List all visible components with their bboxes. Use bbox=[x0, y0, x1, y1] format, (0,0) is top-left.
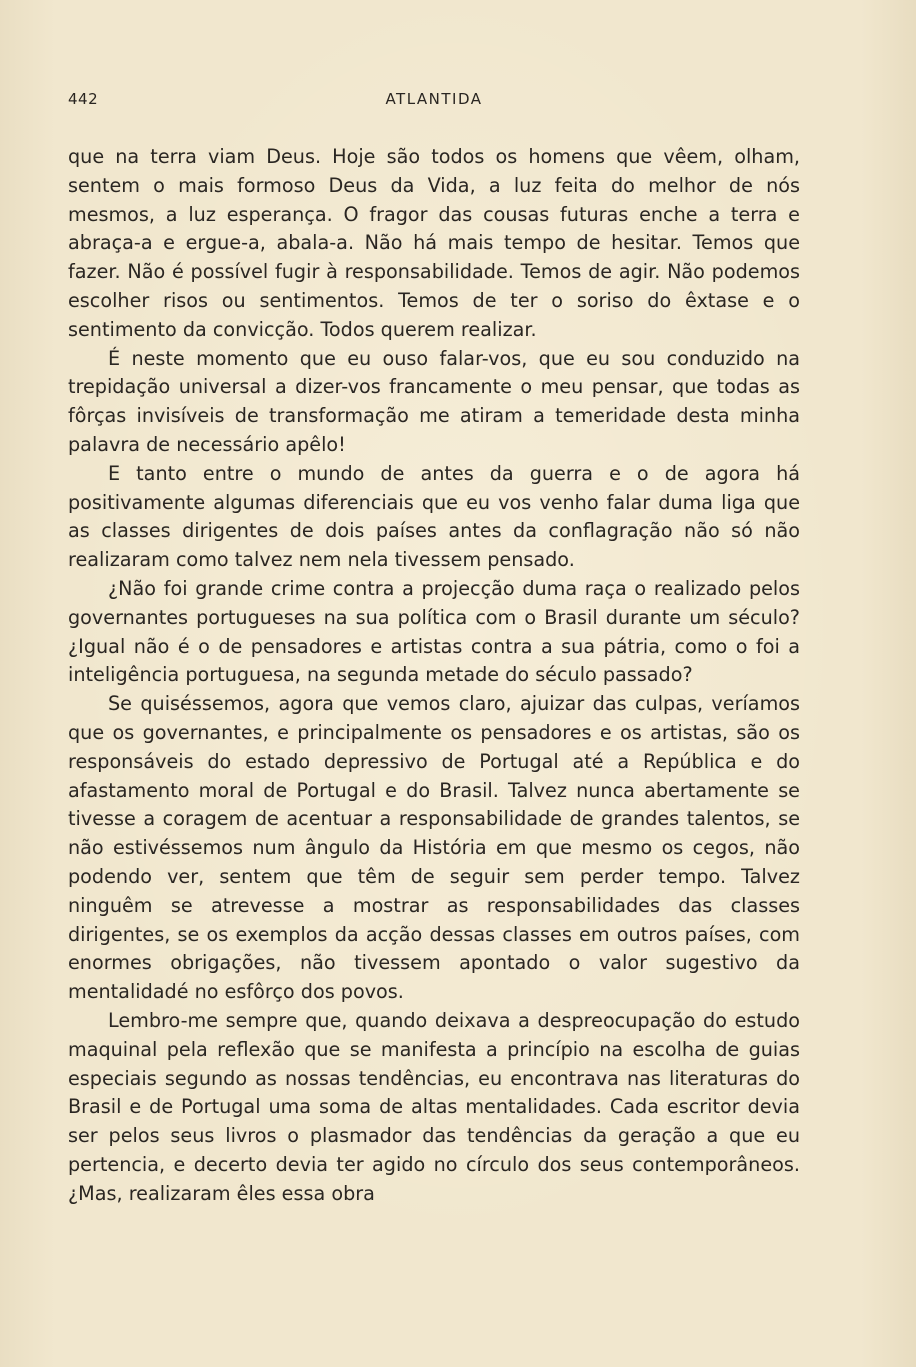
paragraph: E tanto entre o mundo de antes da guerra e o de agora há positivamente algumas diferenciais que eu vos venho falar duma liga que as classes dirigentes de dois países antes da conflagração não só não realizaram como talvez nem nela tivessem pensado. bbox=[68, 461, 800, 572]
paragraph: ¿Não foi grande crime contra a projecção duma raça o realizado pelos governantes portugueses na sua política com o Brasil durante um século? ¿Igual não é o de pensadores e artistas contra a sua pátria, como o foi a inteligência portuguesa, na segunda metade do século passado? bbox=[68, 576, 800, 687]
paragraph: Se quiséssemos, agora que vemos claro, ajuizar das culpas, veríamos que os governantes, e principalmente os pensadores e os artistas, são os responsáveis do estado depressivo de Portugal até a República e do afastamento moral de Portugal e do Brasil. Talvez nunca abertamente se tivesse a coragem de acentuar a responsabilidade de grandes talentos, se não estivéssemos num ângulo da História em que mesmo os cegos, não podendo ver, sentem que têm de seguir sem perder tempo. Talvez ninguêm se atrevesse a mostrar as responsabilidades das classes dirigentes, se os exemplos da acção dessas classes em outros países, com enormes obrigações, não tivessem apontado o valor sugestivo da mentalidadé no esfôrço dos povos. bbox=[68, 692, 800, 1004]
page-number: 442 bbox=[68, 90, 99, 108]
paragraph: Lembro-me sempre que, quando deixava a despreocupação do estudo maquinal pela reflexão que se manifesta a princípio na escolha de guias especiais segundo as nossas tendências, eu encontrava nas literaturas do Brasil e de Portugal uma soma de altas mentalidades. Cada escritor devia ser pelos seus livros o plasmador das tendências da geração a que eu pertencia, e decerto devia ter agido no círculo dos seus contemporâneos. ¿Mas, realizaram êles essa obra bbox=[68, 1008, 800, 1205]
page-header bbox=[68, 90, 800, 114]
paragraph: É neste momento que eu ouso falar-vos, que eu sou conduzido na trepidação universal a dizer-vos francamente o meu pensar, que todas as fôrças invisíveis de transformação me atiram a temeridade desta minha palavra de necessário apêlo! bbox=[68, 346, 800, 456]
paragraph: que na terra viam Deus. Hoje são todos os homens que vêem, olham, sentem o mais formoso Deus da Vida, a luz feita do melhor de nós mesmos, a luz esperança. O fragor das cousas futuras enche a terra e abraça-a e ergue-a, abala-a. Não há mais tempo de hesitar. Temos que fazer. Não é possível fugir à responsabilidade. Temos de agir. Não podemos escolher risos ou sentimentos. Temos de ter o soriso do êxtase e o sentimento da convicção. Todos querem realizar. bbox=[68, 145, 800, 341]
body-text bbox=[68, 143, 800, 1208]
running-title: ATLANTIDA bbox=[385, 90, 483, 108]
